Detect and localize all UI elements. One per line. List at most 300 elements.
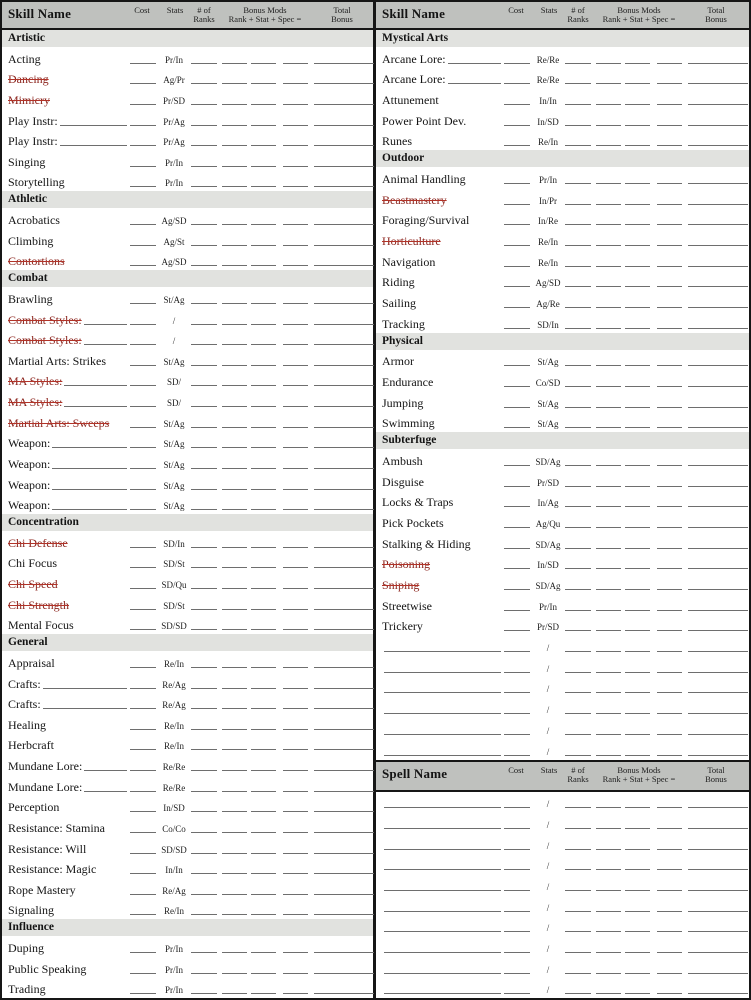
total-bonus-field[interactable]	[688, 427, 748, 428]
total-bonus-field[interactable]	[688, 869, 748, 870]
total-bonus-field[interactable]	[688, 527, 748, 528]
stat-bonus-field[interactable]	[251, 489, 276, 490]
total-bonus-field[interactable]	[688, 849, 748, 850]
ranks-field[interactable]	[191, 365, 217, 366]
total-bonus-field[interactable]	[314, 708, 374, 709]
spec-bonus-field[interactable]	[657, 328, 682, 329]
spec-bonus-field[interactable]	[283, 224, 308, 225]
spec-bonus-field[interactable]	[657, 204, 682, 205]
ranks-field[interactable]	[565, 266, 591, 267]
stat-bonus-field[interactable]	[625, 527, 650, 528]
ranks-field[interactable]	[565, 807, 591, 808]
rank-bonus-field[interactable]	[596, 286, 621, 287]
stat-bonus-field[interactable]	[251, 729, 276, 730]
total-bonus-field[interactable]	[688, 651, 748, 652]
spec-bonus-field[interactable]	[657, 651, 682, 652]
rank-bonus-field[interactable]	[222, 609, 247, 610]
stat-bonus-field[interactable]	[251, 749, 276, 750]
ranks-field[interactable]	[191, 894, 217, 895]
rank-bonus-field[interactable]	[596, 365, 621, 366]
total-bonus-field[interactable]	[314, 83, 374, 84]
spec-bonus-field[interactable]	[283, 406, 308, 407]
ranks-field[interactable]	[191, 609, 217, 610]
total-bonus-field[interactable]	[314, 324, 374, 325]
spec-bonus-field[interactable]	[657, 828, 682, 829]
spec-bonus-field[interactable]	[657, 506, 682, 507]
rank-bonus-field[interactable]	[222, 365, 247, 366]
total-bonus-field[interactable]	[314, 104, 374, 105]
skill-name-fill-line[interactable]	[84, 791, 127, 792]
total-bonus-field[interactable]	[314, 973, 374, 974]
spec-bonus-field[interactable]	[657, 407, 682, 408]
ranks-field[interactable]	[565, 952, 591, 953]
stat-bonus-field[interactable]	[625, 931, 650, 932]
ranks-field[interactable]	[565, 427, 591, 428]
total-bonus-field[interactable]	[688, 506, 748, 507]
rank-bonus-field[interactable]	[596, 266, 621, 267]
rank-bonus-field[interactable]	[222, 385, 247, 386]
stat-bonus-field[interactable]	[251, 588, 276, 589]
total-bonus-field[interactable]	[688, 755, 748, 756]
spec-bonus-field[interactable]	[283, 667, 308, 668]
spec-bonus-field[interactable]	[657, 104, 682, 105]
spec-bonus-field[interactable]	[283, 609, 308, 610]
stat-bonus-field[interactable]	[251, 447, 276, 448]
ranks-field[interactable]	[565, 993, 591, 994]
ranks-field[interactable]	[191, 811, 217, 812]
rank-bonus-field[interactable]	[596, 973, 621, 974]
ranks-field[interactable]	[191, 125, 217, 126]
rank-bonus-field[interactable]	[596, 63, 621, 64]
ranks-field[interactable]	[565, 527, 591, 528]
rank-bonus-field[interactable]	[222, 145, 247, 146]
ranks-field[interactable]	[191, 588, 217, 589]
spec-bonus-field[interactable]	[283, 952, 308, 953]
spec-bonus-field[interactable]	[657, 610, 682, 611]
spec-bonus-field[interactable]	[283, 344, 308, 345]
stat-bonus-field[interactable]	[251, 468, 276, 469]
skill-name-fill-line[interactable]	[84, 324, 127, 325]
ranks-field[interactable]	[191, 303, 217, 304]
rank-bonus-field[interactable]	[222, 791, 247, 792]
ranks-field[interactable]	[565, 204, 591, 205]
stat-bonus-field[interactable]	[625, 83, 650, 84]
total-bonus-field[interactable]	[314, 468, 374, 469]
stat-bonus-field[interactable]	[625, 245, 650, 246]
stat-bonus-field[interactable]	[625, 713, 650, 714]
stat-bonus-field[interactable]	[625, 224, 650, 225]
total-bonus-field[interactable]	[314, 509, 374, 510]
skill-name-fill-line[interactable]	[64, 406, 127, 407]
ranks-field[interactable]	[565, 755, 591, 756]
total-bonus-field[interactable]	[688, 973, 748, 974]
rank-bonus-field[interactable]	[596, 506, 621, 507]
total-bonus-field[interactable]	[688, 266, 748, 267]
stat-bonus-field[interactable]	[251, 811, 276, 812]
ranks-field[interactable]	[565, 672, 591, 673]
skill-name-fill-line[interactable]	[52, 489, 127, 490]
skill-name-fill-line[interactable]	[384, 828, 501, 829]
rank-bonus-field[interactable]	[222, 509, 247, 510]
ranks-field[interactable]	[191, 749, 217, 750]
ranks-field[interactable]	[191, 245, 217, 246]
stat-bonus-field[interactable]	[625, 672, 650, 673]
stat-bonus-field[interactable]	[251, 609, 276, 610]
rank-bonus-field[interactable]	[222, 265, 247, 266]
ranks-field[interactable]	[191, 63, 217, 64]
spec-bonus-field[interactable]	[657, 224, 682, 225]
stat-bonus-field[interactable]	[625, 365, 650, 366]
stat-bonus-field[interactable]	[625, 506, 650, 507]
ranks-field[interactable]	[565, 651, 591, 652]
ranks-field[interactable]	[191, 468, 217, 469]
rank-bonus-field[interactable]	[222, 873, 247, 874]
rank-bonus-field[interactable]	[222, 186, 247, 187]
ranks-field[interactable]	[565, 183, 591, 184]
ranks-field[interactable]	[565, 911, 591, 912]
total-bonus-field[interactable]	[314, 427, 374, 428]
rank-bonus-field[interactable]	[596, 204, 621, 205]
rank-bonus-field[interactable]	[222, 993, 247, 994]
rank-bonus-field[interactable]	[222, 224, 247, 225]
rank-bonus-field[interactable]	[222, 125, 247, 126]
stat-bonus-field[interactable]	[251, 406, 276, 407]
spec-bonus-field[interactable]	[657, 63, 682, 64]
ranks-field[interactable]	[565, 125, 591, 126]
rank-bonus-field[interactable]	[596, 610, 621, 611]
total-bonus-field[interactable]	[688, 713, 748, 714]
total-bonus-field[interactable]	[314, 489, 374, 490]
total-bonus-field[interactable]	[314, 365, 374, 366]
rank-bonus-field[interactable]	[222, 104, 247, 105]
skill-name-fill-line[interactable]	[384, 734, 501, 735]
spec-bonus-field[interactable]	[657, 589, 682, 590]
stat-bonus-field[interactable]	[251, 104, 276, 105]
stat-bonus-field[interactable]	[625, 890, 650, 891]
total-bonus-field[interactable]	[688, 548, 748, 549]
skill-name-fill-line[interactable]	[64, 385, 127, 386]
spec-bonus-field[interactable]	[657, 183, 682, 184]
rank-bonus-field[interactable]	[596, 427, 621, 428]
rank-bonus-field[interactable]	[222, 63, 247, 64]
stat-bonus-field[interactable]	[625, 386, 650, 387]
ranks-field[interactable]	[565, 365, 591, 366]
ranks-field[interactable]	[565, 568, 591, 569]
rank-bonus-field[interactable]	[596, 145, 621, 146]
rank-bonus-field[interactable]	[596, 952, 621, 953]
rank-bonus-field[interactable]	[222, 667, 247, 668]
rank-bonus-field[interactable]	[596, 407, 621, 408]
spec-bonus-field[interactable]	[657, 630, 682, 631]
total-bonus-field[interactable]	[314, 385, 374, 386]
spec-bonus-field[interactable]	[283, 588, 308, 589]
stat-bonus-field[interactable]	[251, 667, 276, 668]
stat-bonus-field[interactable]	[251, 894, 276, 895]
ranks-field[interactable]	[191, 973, 217, 974]
ranks-field[interactable]	[191, 708, 217, 709]
skill-name-fill-line[interactable]	[384, 755, 501, 756]
ranks-field[interactable]	[565, 849, 591, 850]
skill-name-fill-line[interactable]	[384, 713, 501, 714]
ranks-field[interactable]	[191, 385, 217, 386]
ranks-field[interactable]	[565, 104, 591, 105]
rank-bonus-field[interactable]	[596, 630, 621, 631]
rank-bonus-field[interactable]	[222, 324, 247, 325]
ranks-field[interactable]	[191, 324, 217, 325]
rank-bonus-field[interactable]	[222, 588, 247, 589]
ranks-field[interactable]	[565, 506, 591, 507]
spec-bonus-field[interactable]	[283, 873, 308, 874]
ranks-field[interactable]	[565, 713, 591, 714]
spec-bonus-field[interactable]	[657, 993, 682, 994]
spec-bonus-field[interactable]	[657, 266, 682, 267]
total-bonus-field[interactable]	[314, 667, 374, 668]
total-bonus-field[interactable]	[314, 224, 374, 225]
rank-bonus-field[interactable]	[596, 849, 621, 850]
spec-bonus-field[interactable]	[283, 385, 308, 386]
spec-bonus-field[interactable]	[657, 286, 682, 287]
rank-bonus-field[interactable]	[222, 447, 247, 448]
skill-name-fill-line[interactable]	[384, 931, 501, 932]
stat-bonus-field[interactable]	[251, 344, 276, 345]
spec-bonus-field[interactable]	[283, 832, 308, 833]
total-bonus-field[interactable]	[314, 609, 374, 610]
total-bonus-field[interactable]	[688, 328, 748, 329]
total-bonus-field[interactable]	[688, 145, 748, 146]
ranks-field[interactable]	[565, 610, 591, 611]
rank-bonus-field[interactable]	[222, 729, 247, 730]
rank-bonus-field[interactable]	[222, 547, 247, 548]
spec-bonus-field[interactable]	[283, 894, 308, 895]
spec-bonus-field[interactable]	[283, 186, 308, 187]
skill-name-fill-line[interactable]	[448, 63, 501, 64]
spec-bonus-field[interactable]	[657, 427, 682, 428]
total-bonus-field[interactable]	[314, 245, 374, 246]
spec-bonus-field[interactable]	[283, 447, 308, 448]
rank-bonus-field[interactable]	[596, 713, 621, 714]
rank-bonus-field[interactable]	[222, 406, 247, 407]
total-bonus-field[interactable]	[688, 672, 748, 673]
stat-bonus-field[interactable]	[625, 734, 650, 735]
spec-bonus-field[interactable]	[283, 509, 308, 510]
ranks-field[interactable]	[565, 890, 591, 891]
skill-name-fill-line[interactable]	[52, 509, 127, 510]
stat-bonus-field[interactable]	[625, 993, 650, 994]
rank-bonus-field[interactable]	[596, 527, 621, 528]
ranks-field[interactable]	[565, 307, 591, 308]
spec-bonus-field[interactable]	[283, 749, 308, 750]
ranks-field[interactable]	[191, 729, 217, 730]
ranks-field[interactable]	[565, 931, 591, 932]
spec-bonus-field[interactable]	[283, 245, 308, 246]
total-bonus-field[interactable]	[314, 63, 374, 64]
total-bonus-field[interactable]	[688, 807, 748, 808]
ranks-field[interactable]	[191, 547, 217, 548]
stat-bonus-field[interactable]	[625, 63, 650, 64]
rank-bonus-field[interactable]	[596, 183, 621, 184]
total-bonus-field[interactable]	[688, 286, 748, 287]
rank-bonus-field[interactable]	[596, 486, 621, 487]
ranks-field[interactable]	[191, 104, 217, 105]
total-bonus-field[interactable]	[688, 365, 748, 366]
ranks-field[interactable]	[191, 186, 217, 187]
spec-bonus-field[interactable]	[283, 914, 308, 915]
stat-bonus-field[interactable]	[625, 692, 650, 693]
ranks-field[interactable]	[191, 509, 217, 510]
stat-bonus-field[interactable]	[251, 993, 276, 994]
total-bonus-field[interactable]	[688, 630, 748, 631]
total-bonus-field[interactable]	[688, 610, 748, 611]
spec-bonus-field[interactable]	[657, 365, 682, 366]
stat-bonus-field[interactable]	[625, 427, 650, 428]
skill-name-fill-line[interactable]	[384, 952, 501, 953]
rank-bonus-field[interactable]	[222, 468, 247, 469]
ranks-field[interactable]	[191, 145, 217, 146]
total-bonus-field[interactable]	[688, 931, 748, 932]
ranks-field[interactable]	[191, 873, 217, 874]
total-bonus-field[interactable]	[314, 406, 374, 407]
total-bonus-field[interactable]	[688, 224, 748, 225]
rank-bonus-field[interactable]	[596, 465, 621, 466]
spec-bonus-field[interactable]	[657, 245, 682, 246]
total-bonus-field[interactable]	[314, 729, 374, 730]
rank-bonus-field[interactable]	[596, 568, 621, 569]
stat-bonus-field[interactable]	[625, 266, 650, 267]
stat-bonus-field[interactable]	[251, 853, 276, 854]
spec-bonus-field[interactable]	[283, 365, 308, 366]
ranks-field[interactable]	[191, 688, 217, 689]
stat-bonus-field[interactable]	[625, 204, 650, 205]
ranks-field[interactable]	[565, 407, 591, 408]
ranks-field[interactable]	[565, 630, 591, 631]
rank-bonus-field[interactable]	[596, 386, 621, 387]
total-bonus-field[interactable]	[314, 145, 374, 146]
stat-bonus-field[interactable]	[251, 125, 276, 126]
ranks-field[interactable]	[565, 734, 591, 735]
total-bonus-field[interactable]	[314, 894, 374, 895]
ranks-field[interactable]	[565, 828, 591, 829]
ranks-field[interactable]	[191, 629, 217, 630]
stat-bonus-field[interactable]	[251, 186, 276, 187]
stat-bonus-field[interactable]	[251, 952, 276, 953]
spec-bonus-field[interactable]	[283, 489, 308, 490]
total-bonus-field[interactable]	[314, 914, 374, 915]
rank-bonus-field[interactable]	[222, 344, 247, 345]
total-bonus-field[interactable]	[688, 307, 748, 308]
stat-bonus-field[interactable]	[625, 952, 650, 953]
spec-bonus-field[interactable]	[283, 104, 308, 105]
stat-bonus-field[interactable]	[251, 770, 276, 771]
total-bonus-field[interactable]	[314, 853, 374, 854]
stat-bonus-field[interactable]	[251, 791, 276, 792]
spec-bonus-field[interactable]	[283, 427, 308, 428]
skill-name-fill-line[interactable]	[52, 447, 127, 448]
stat-bonus-field[interactable]	[251, 832, 276, 833]
rank-bonus-field[interactable]	[596, 755, 621, 756]
stat-bonus-field[interactable]	[625, 465, 650, 466]
ranks-field[interactable]	[565, 692, 591, 693]
stat-bonus-field[interactable]	[625, 145, 650, 146]
ranks-field[interactable]	[191, 667, 217, 668]
ranks-field[interactable]	[191, 224, 217, 225]
ranks-field[interactable]	[191, 993, 217, 994]
ranks-field[interactable]	[565, 548, 591, 549]
skill-name-fill-line[interactable]	[448, 83, 501, 84]
spec-bonus-field[interactable]	[657, 672, 682, 673]
rank-bonus-field[interactable]	[596, 83, 621, 84]
stat-bonus-field[interactable]	[625, 568, 650, 569]
total-bonus-field[interactable]	[314, 567, 374, 568]
spec-bonus-field[interactable]	[657, 931, 682, 932]
spec-bonus-field[interactable]	[657, 911, 682, 912]
total-bonus-field[interactable]	[314, 873, 374, 874]
ranks-field[interactable]	[565, 486, 591, 487]
rank-bonus-field[interactable]	[222, 245, 247, 246]
spec-bonus-field[interactable]	[657, 527, 682, 528]
spec-bonus-field[interactable]	[283, 83, 308, 84]
rank-bonus-field[interactable]	[222, 489, 247, 490]
stat-bonus-field[interactable]	[251, 708, 276, 709]
spec-bonus-field[interactable]	[657, 952, 682, 953]
spec-bonus-field[interactable]	[657, 386, 682, 387]
skill-name-fill-line[interactable]	[60, 145, 127, 146]
spec-bonus-field[interactable]	[283, 973, 308, 974]
stat-bonus-field[interactable]	[251, 324, 276, 325]
spec-bonus-field[interactable]	[283, 708, 308, 709]
spec-bonus-field[interactable]	[657, 849, 682, 850]
rank-bonus-field[interactable]	[222, 749, 247, 750]
spec-bonus-field[interactable]	[283, 468, 308, 469]
skill-name-fill-line[interactable]	[384, 692, 501, 693]
total-bonus-field[interactable]	[314, 832, 374, 833]
rank-bonus-field[interactable]	[222, 894, 247, 895]
ranks-field[interactable]	[565, 224, 591, 225]
rank-bonus-field[interactable]	[596, 807, 621, 808]
total-bonus-field[interactable]	[688, 911, 748, 912]
total-bonus-field[interactable]	[314, 993, 374, 994]
spec-bonus-field[interactable]	[657, 692, 682, 693]
stat-bonus-field[interactable]	[251, 914, 276, 915]
rank-bonus-field[interactable]	[596, 589, 621, 590]
spec-bonus-field[interactable]	[657, 307, 682, 308]
stat-bonus-field[interactable]	[251, 303, 276, 304]
rank-bonus-field[interactable]	[222, 303, 247, 304]
rank-bonus-field[interactable]	[222, 914, 247, 915]
ranks-field[interactable]	[191, 853, 217, 854]
total-bonus-field[interactable]	[688, 83, 748, 84]
ranks-field[interactable]	[191, 489, 217, 490]
stat-bonus-field[interactable]	[625, 589, 650, 590]
spec-bonus-field[interactable]	[283, 729, 308, 730]
ranks-field[interactable]	[565, 328, 591, 329]
stat-bonus-field[interactable]	[251, 873, 276, 874]
rank-bonus-field[interactable]	[222, 952, 247, 953]
total-bonus-field[interactable]	[688, 204, 748, 205]
stat-bonus-field[interactable]	[251, 265, 276, 266]
total-bonus-field[interactable]	[314, 547, 374, 548]
rank-bonus-field[interactable]	[222, 427, 247, 428]
total-bonus-field[interactable]	[314, 749, 374, 750]
skill-name-fill-line[interactable]	[60, 125, 127, 126]
ranks-field[interactable]	[191, 770, 217, 771]
total-bonus-field[interactable]	[688, 104, 748, 105]
stat-bonus-field[interactable]	[251, 224, 276, 225]
rank-bonus-field[interactable]	[596, 104, 621, 105]
ranks-field[interactable]	[191, 83, 217, 84]
spec-bonus-field[interactable]	[657, 713, 682, 714]
rank-bonus-field[interactable]	[596, 911, 621, 912]
spec-bonus-field[interactable]	[283, 303, 308, 304]
